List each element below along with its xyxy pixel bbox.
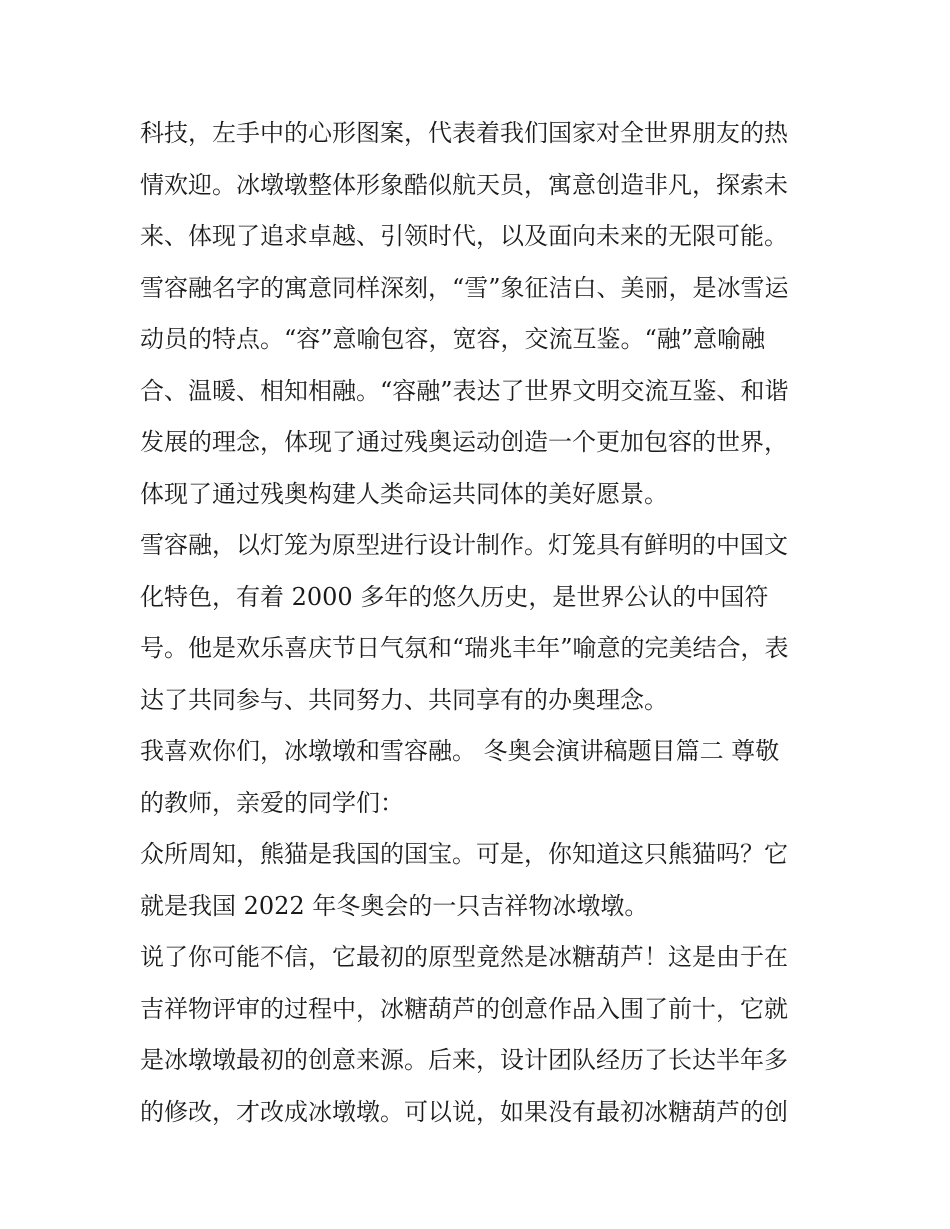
text-line: 化特色，有着 2000 多年的悠久历史，是世界公认的中国符 — [140, 582, 769, 611]
text-line: 的教师，亲爱的同学们： — [140, 788, 404, 817]
text-line: 雪容融，以灯笼为原型进行设计制作。灯笼具有鲜明的中国文 — [140, 531, 788, 559]
text-line: 合、温暖、相知相融。“容融”表达了世界文明交流互鉴、和谐 — [140, 376, 789, 405]
text-line: 来、体现了追求卓越、引领时代，以及面向未来的无限可能。 — [140, 222, 788, 250]
text-line: 体现了通过残奥构建人类命运共同体的美好愿景。 — [140, 479, 668, 508]
text-line: 的修改，才改成冰墩墩。可以说，如果没有最初冰糖葫芦的创 — [140, 1097, 788, 1126]
text-line: 情欢迎。冰墩墩整体形象酷似航天员，寓意创造非凡，探索未 — [140, 170, 788, 199]
text-line: 是冰墩墩最初的创意来源。后来，设计团队经历了长达半年多 — [140, 1046, 788, 1074]
text-line: 吉祥物评审的过程中，冰糖葫芦的创意作品入围了前十，它就 — [140, 994, 788, 1023]
text-line: 我喜欢你们，冰墩墩和雪容融。 冬奥会演讲稿题目篇二 尊敬 — [140, 737, 780, 765]
text-line: 说了你可能不信，它最初的原型竟然是冰糖葫芦！这是由于在 — [140, 943, 788, 971]
text-line: 达了共同参与、共同努力、共同享有的办奥理念。 — [140, 685, 668, 714]
text-line: 号。他是欢乐喜庆节日气氛和“瑞兆丰年”喻意的完美结合，表 — [140, 634, 789, 662]
text-line: 发展的理念，体现了通过残奥运动创造一个更加包容的世界， — [140, 428, 788, 456]
text-line: 就是我国 2022 年冬奥会的一只吉祥物冰墩墩。 — [140, 891, 649, 920]
text-line: 动员的特点。“容”意喻包容，宽容，交流互鉴。“融”意喻融 — [140, 325, 766, 353]
document-body — [140, 108, 820, 1138]
text-line: 众所周知，熊猫是我国的国宝。可是，你知道这只熊猫吗？它 — [140, 840, 788, 868]
text-line: 雪容融名字的寓意同样深刻，“雪”象征洁白、美丽，是冰雪运 — [140, 273, 789, 302]
text-line: 科技，左手中的心形图案，代表着我们国家对全世界朋友的热 — [140, 119, 788, 147]
